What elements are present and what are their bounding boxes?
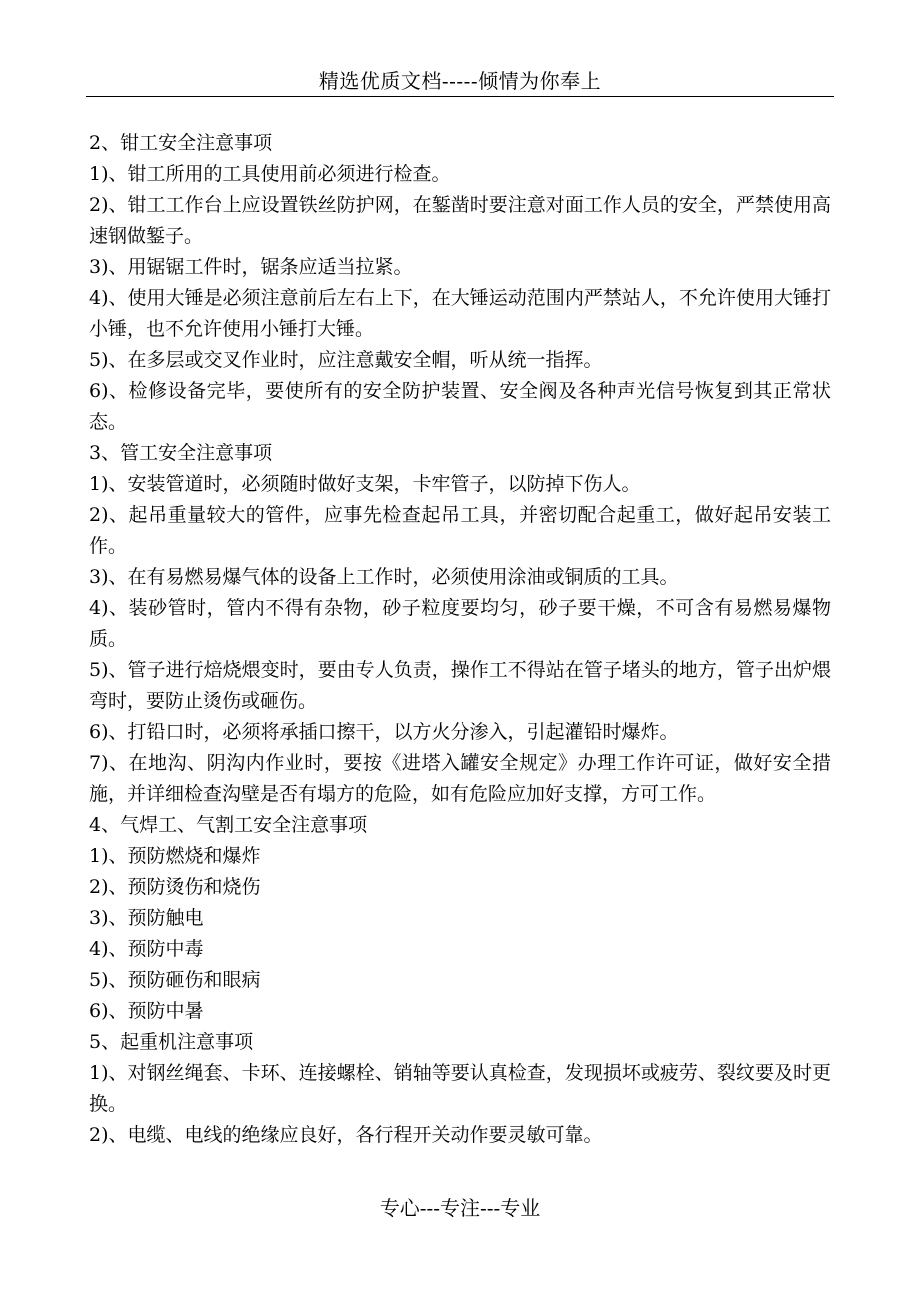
list-item: 4)、装砂管时，管内不得有杂物，砂子粒度要均匀，砂子要干燥，不可含有易燃易爆物质。 (89, 597, 831, 650)
page-header: 精选优质文档-----倾情为你奉上 (86, 68, 834, 97)
list-item: 1)、安装管道时，必须随时做好支架，卡牢管子，以防掉下伤人。 (89, 473, 641, 495)
list-item: 6)、打铅口时，必须将承插口擦干，以方火分渗入，引起灌铅时爆炸。 (89, 721, 679, 743)
list-item: 3)、用锯锯工件时，锯条应适当拉紧。 (89, 256, 413, 278)
list-item: 2)、预防烫伤和烧伤 (89, 876, 261, 898)
list-item: 4)、使用大锤是必须注意前后左右上下，在大锤运动范围内严禁站人，不允许使用大锤打小锤，也不允许使用小锤打大锤。 (89, 287, 831, 340)
list-item: 6)、预防中暑 (89, 1000, 204, 1022)
list-item: 3)、预防触电 (89, 907, 204, 929)
list-item: 1)、预防燃烧和爆炸 (89, 845, 261, 867)
list-item: 3)、在有易燃易爆气体的设备上工作时，必须使用涂油或铜质的工具。 (89, 566, 679, 588)
document-body (89, 128, 831, 1151)
list-item: 2)、起吊重量较大的管件，应事先检查起吊工具，并密切配合起重工，做好起吊安装工作。 (89, 504, 831, 557)
list-item: 2)、钳工工作台上应设置铁丝防护网，在錾凿时要注意对面工作人员的安全，严禁使用高速钢做錾子。 (89, 194, 831, 247)
page-footer: 专心---专注---专业 (379, 1196, 541, 1220)
list-item: 5)、在多层或交叉作业时，应注意戴安全帽，听从统一指挥。 (89, 349, 603, 371)
list-item: 7)、在地沟、阴沟内作业时，要按《进塔入罐安全规定》办理工作许可证，做好安全措施，并详细检查沟壁是否有塌方的危险，如有危险应加好支撑，方可工作。 (89, 752, 831, 805)
list-item: 6)、检修设备完毕，要使所有的安全防护装置、安全阀及各种声光信号恢复到其正常状态。 (89, 380, 831, 433)
section-heading: 5、起重机注意事项 (89, 1031, 254, 1053)
list-item: 5)、预防砸伤和眼病 (89, 969, 261, 991)
list-item: 2)、电缆、电线的绝缘应良好，各行程开关动作要灵敏可靠。 (89, 1124, 603, 1146)
list-item: 1)、对钢丝绳套、卡环、连接螺栓、销轴等要认真检查，发现损坏或疲劳、裂纹要及时更换。 (89, 1062, 831, 1115)
section-heading: 3、管工安全注意事项 (89, 442, 273, 464)
list-item: 1)、钳工所用的工具使用前必须进行检查。 (89, 163, 451, 185)
section-heading: 4、气焊工、气割工安全注意事项 (89, 814, 368, 836)
list-item: 5)、管子进行焙烧煨变时，要由专人负责，操作工不得站在管子堵头的地方，管子出炉煨弯时，要防止烫伤或砸伤。 (89, 659, 831, 712)
section-heading: 2、钳工安全注意事项 (89, 132, 273, 154)
list-item: 4)、预防中毒 (89, 938, 204, 960)
